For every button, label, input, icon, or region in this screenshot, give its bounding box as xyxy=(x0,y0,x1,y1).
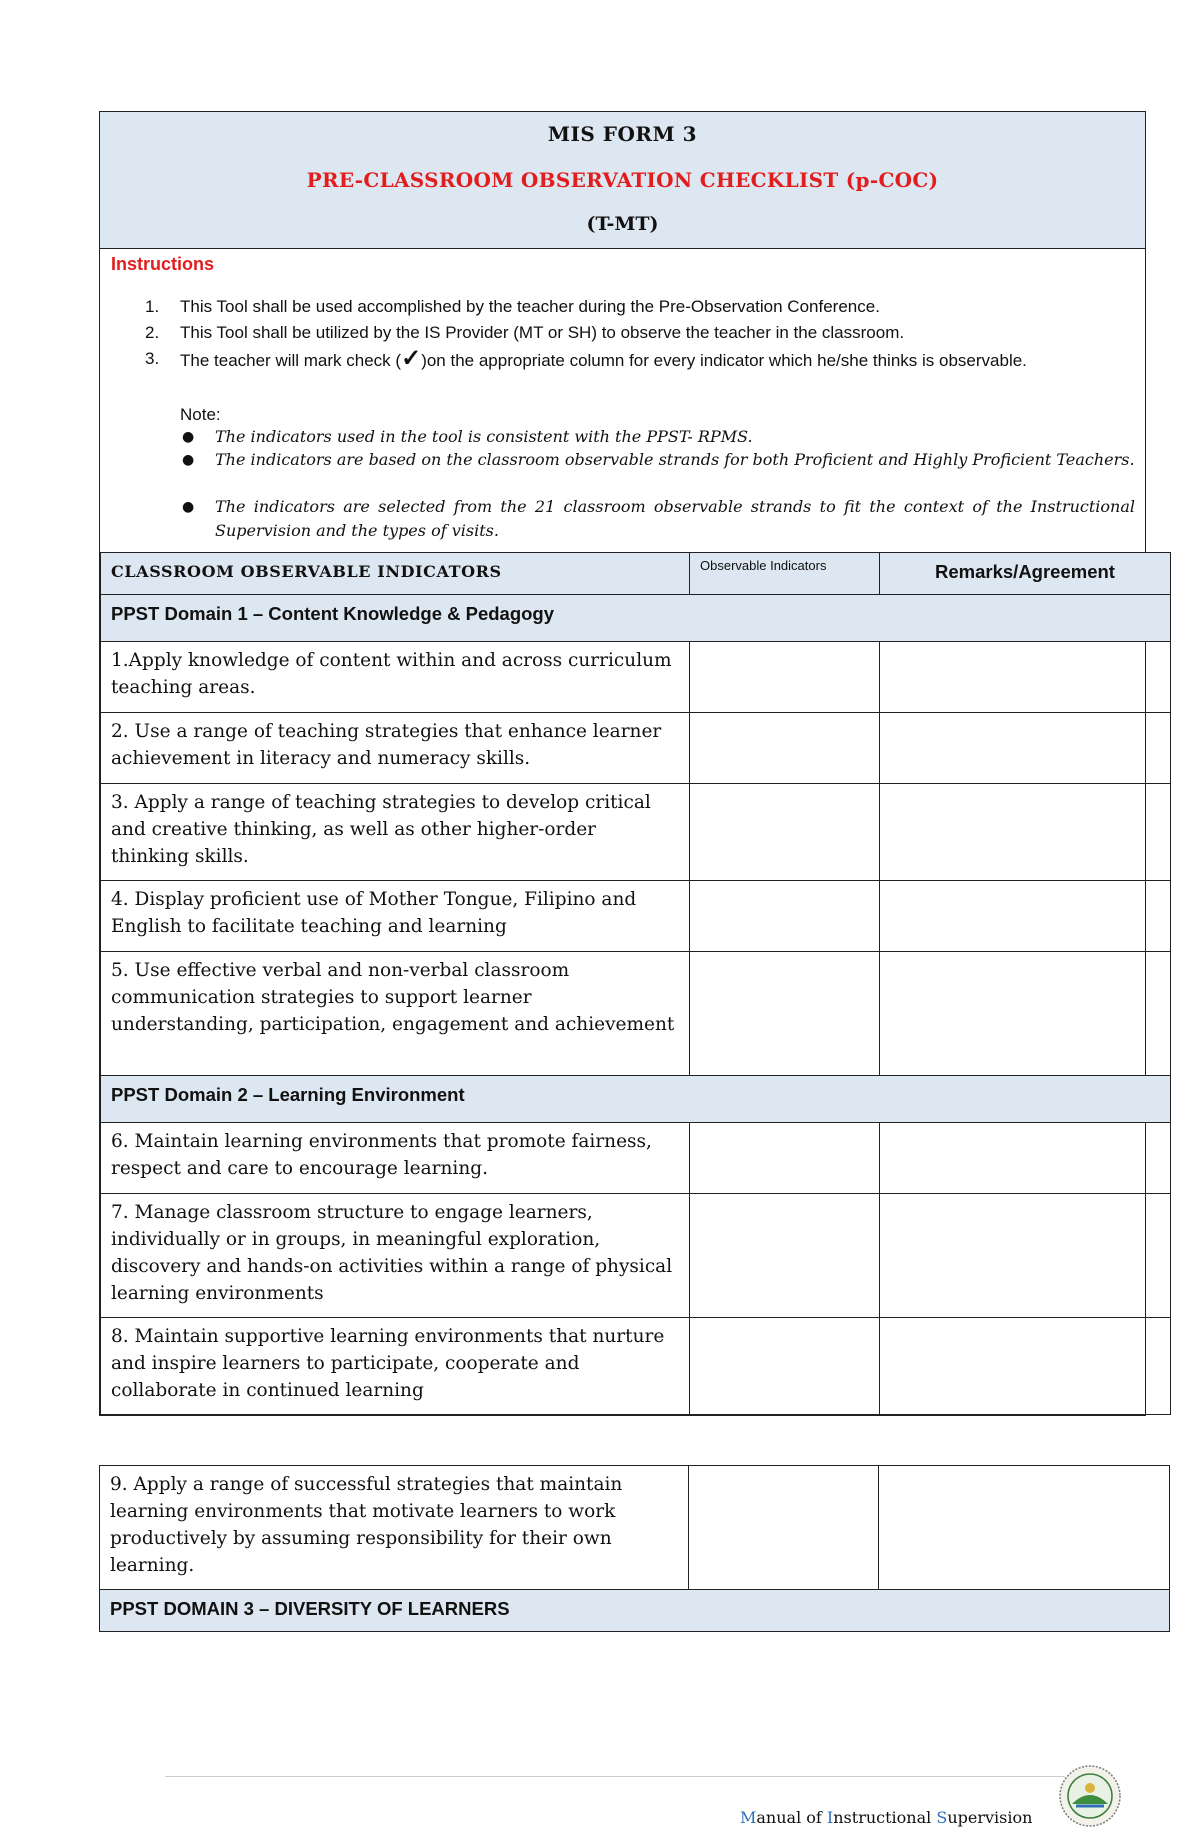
remarks-cell[interactable] xyxy=(880,784,1171,881)
remarks-cell[interactable] xyxy=(880,1194,1171,1318)
domain-3-title: PPST DOMAIN 3 – DIVERSITY OF LEARNERS xyxy=(100,1590,1170,1632)
form-title: PRE-CLASSROOM OBSERVATION CHECKLIST (p-COC) xyxy=(306,168,939,192)
remarks-cell[interactable] xyxy=(880,1318,1171,1415)
indicator-text: 7. Manage classroom structure to engage learners, individually or in groups, in meaningful exploration, discovery and hands-on activities within a range of physical learning environments xyxy=(101,1194,690,1318)
remarks-cell[interactable] xyxy=(880,713,1171,784)
note-bullet: ● The indicators are based on the classroom observable strands for both Proficient and Highly Proficient Teachers. xyxy=(215,448,1135,472)
observable-cell[interactable] xyxy=(690,713,880,784)
footer-divider xyxy=(165,1776,1065,1777)
table-row xyxy=(100,1466,1170,1590)
indicator-text: 2. Use a range of teaching strategies that enhance learner achievement in literacy and numeracy skills. xyxy=(101,713,690,784)
table-row xyxy=(101,784,1171,881)
note-label: Note: xyxy=(180,405,221,424)
table-row xyxy=(101,952,1171,1076)
table-row xyxy=(101,1194,1171,1318)
indicator-text: 3. Apply a range of teaching strategies to develop critical and creative thinking, as well as other higher-order thinking skills. xyxy=(101,784,690,881)
remarks-cell[interactable] xyxy=(880,1123,1171,1194)
domain-2-title: PPST Domain 2 – Learning Environment xyxy=(101,1076,1171,1123)
instructions-section: Instructions 1. This Tool shall be used accomplished by the teacher during the Pre-Observation Conference. 2. This Tool shall be utilized by the IS Provider (MT or SH) to observe the teacher in the classroom. 3. The teacher will mark check (✓)on the appropriate column for every indicator which he/she thinks is observable. Note: ● The indicators used in the tool is consistent with the PPST- RPMS. ● The indicators are based on the classroom observable strands for both Proficient and Highly Proficient Teachers. ● The indicators are selected from the 21 classroom observable strands to fit the context of the Instructional Supervision and the types of visits. xyxy=(100,248,1145,548)
remarks-cell[interactable] xyxy=(880,881,1171,952)
form-number: MIS FORM 3 xyxy=(547,122,698,146)
seal-logo-icon xyxy=(1058,1764,1122,1828)
column-observable: Observable Indicators xyxy=(690,553,880,595)
form-header xyxy=(100,112,1145,249)
instructions-title: Instructions xyxy=(111,254,215,274)
note-bullet: ● The indicators used in the tool is consistent with the PPST- RPMS. xyxy=(215,425,1135,449)
column-indicators: CLASSROOM OBSERVABLE INDICATORS xyxy=(101,553,690,595)
form-code: (T-MT) xyxy=(586,213,659,235)
observable-cell[interactable] xyxy=(690,1318,880,1415)
indicator-text: 5. Use effective verbal and non-verbal classroom communication strategies to support learner understanding, participation, engagement and achievement xyxy=(101,952,690,1076)
indicator-text: 6. Maintain learning environments that promote fairness, respect and care to encourage learning. xyxy=(101,1123,690,1194)
observable-cell[interactable] xyxy=(690,784,880,881)
observable-cell[interactable] xyxy=(689,1466,879,1590)
observable-cell[interactable] xyxy=(690,642,880,713)
remarks-cell[interactable] xyxy=(879,1466,1170,1590)
table-row xyxy=(101,713,1171,784)
indicator-text: 9. Apply a range of successful strategies that maintain learning environments that motivate learners to work productively by assuming responsibility for their own learning. xyxy=(100,1466,689,1590)
footer-text: Manual of Instructional Supervision xyxy=(740,1808,1033,1827)
checkmark-icon: ✓ xyxy=(401,345,422,372)
observable-cell[interactable] xyxy=(690,952,880,1076)
domain-1-title: PPST Domain 1 – Content Knowledge & Pedagogy xyxy=(101,595,1171,642)
indicators-table-continued xyxy=(99,1465,1170,1632)
observable-cell[interactable] xyxy=(690,1194,880,1318)
observable-cell[interactable] xyxy=(690,881,880,952)
column-header-row xyxy=(101,553,1171,595)
observable-cell[interactable] xyxy=(690,1123,880,1194)
bullet-icon: ● xyxy=(182,452,195,468)
table-row xyxy=(101,1123,1171,1194)
indicators-table xyxy=(100,552,1171,1415)
table-row xyxy=(101,1318,1171,1415)
remarks-cell[interactable] xyxy=(880,642,1171,713)
indicator-text: 8. Maintain supportive learning environments that nurture and inspire learners to participate, cooperate and collaborate in continued learning xyxy=(101,1318,690,1415)
domain-row xyxy=(100,1590,1170,1632)
table-row xyxy=(101,642,1171,713)
column-remarks: Remarks/Agreement xyxy=(880,553,1171,595)
indicator-text: 1.Apply knowledge of content within and across curriculum teaching areas. xyxy=(101,642,690,713)
bullet-icon: ● xyxy=(182,499,195,515)
indicator-text: 4. Display proficient use of Mother Tongue, Filipino and English to facilitate teaching and learning xyxy=(101,881,690,952)
note-bullet: ● The indicators are selected from the 21 classroom observable strands to fit the context of the Instructional Supervision and the types of visits. xyxy=(182,497,1135,540)
domain-row xyxy=(101,1076,1171,1123)
remarks-cell[interactable] xyxy=(880,952,1171,1076)
form-frame xyxy=(99,111,1146,1416)
bullet-icon: ● xyxy=(182,429,195,445)
domain-row xyxy=(101,595,1171,642)
table-row xyxy=(101,881,1171,952)
